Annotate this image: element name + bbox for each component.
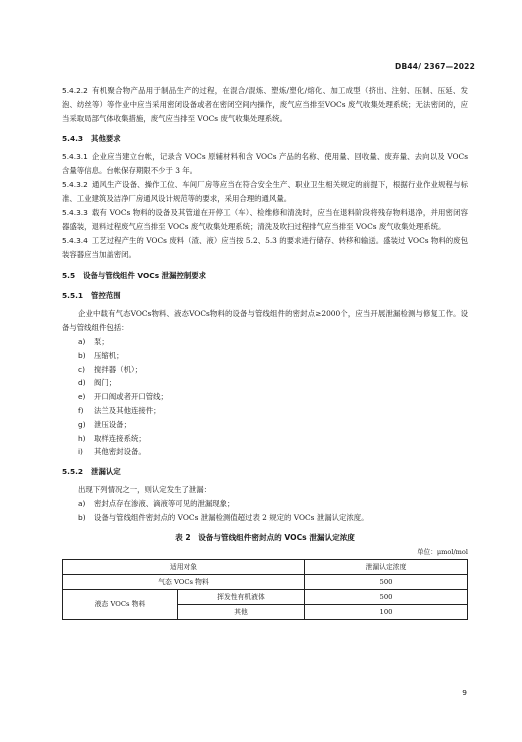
list-marker: a) [78, 499, 86, 509]
cell-gas-value: 500 [305, 574, 468, 589]
table-unit: 单位：μmol/mol [417, 547, 468, 556]
clause-text: 企业应当建立台帐，记录含 VOCs 原辅材料和含 VOCs 产品的名称、使用量、回收量、废弃量、去向以及 VOCs 含量等信息。台帐保存期限不少于 3 年。 [62, 152, 468, 175]
heading-5-5-2 [62, 465, 468, 479]
list-marker: h) [78, 433, 86, 443]
table-header-row [63, 559, 468, 574]
list-item [78, 418, 468, 432]
header-concentration: 泄漏认定浓度 [305, 559, 468, 574]
list-item-text: 其他密封设备。 [94, 447, 146, 457]
list-item [78, 404, 468, 418]
table-row [63, 574, 468, 589]
list-item [78, 497, 468, 511]
list-marker: c) [78, 364, 85, 374]
clause-text: 有机聚合物产品用于制品生产的过程，在混合/混炼、塑炼/塑化/熔化、加工成型（挤出、注射、压制、压延、发泡、纺丝等）等作业中应当采用密闭设备或者在密闭空间内操作，废气应当排至VOCs 废气收集处理系统；无法密闭的，应当采取局部气体收集措施，废气应当排至 VOCs 废气收集处理系统。 [62, 86, 468, 123]
clause-text: 通风生产设备、操作工位、车间厂房等应当在符合安全生产、职业卫生相关规定的前提下，根据行业作业规程与标准、工业建筑及洁净厂房通风设计规范等的要求，采用合理的通风量。 [62, 180, 468, 203]
control-scope-intro: 企业中载有气态VOCs物料、液态VOCs物料的设备与管线组件的密封点≥2000个，应当开展泄漏检测与修复工作。设备与管线组件包括： [62, 309, 468, 332]
list-marker: b) [78, 350, 86, 360]
clause-number: 5.4.3.4 [62, 236, 88, 245]
document-code: DB44/ 2367—2022 [395, 62, 475, 71]
heading-number: 5.5.1 [62, 291, 84, 300]
heading-number: 5.5.2 [62, 467, 84, 477]
list-item [78, 363, 468, 377]
table-caption: 表 2 设备与管线组件密封点的 VOCs 泄漏认定浓度 [175, 532, 355, 542]
heading-number: 5.5 [62, 271, 76, 280]
clause-text: 工艺过程产生的 VOCs 废料（渣、液）应当按 5.2、5.3 的要求进行储存、转移和输送。盛装过 VOCs 物料的废包装容器应当加盖密闭。 [62, 236, 468, 259]
cell-liquid-volatile-label: 挥发性有机液体 [178, 589, 305, 604]
list-item [78, 445, 468, 459]
heading-5-4-3 [62, 132, 468, 146]
clause-5-4-2-2 [62, 84, 468, 126]
clause-text: 载有 VOCs 物料的设备及其管道在开停工（车）、检维修和清洗时，应当在退料阶段将残存物料退净，并用密闭容器盛装，退料过程废气应当排至 VOCs 废气收集处理系统；清洗及吹扫过程排气应当排至 VOCs 废气收集处理系统。 [62, 208, 468, 231]
document-body [62, 84, 468, 620]
clause-number: 5.4.3.2 [62, 180, 88, 189]
list-item-text: 阀门； [94, 378, 117, 388]
cell-liquid-label: 液态 VOCs 物料 [63, 589, 178, 619]
list-marker: i) [78, 447, 83, 457]
list-item-text: 压缩机； [94, 350, 124, 360]
heading-5-5 [62, 269, 468, 283]
list-marker: e) [78, 392, 86, 402]
list-item-text: 法兰及其他连接件； [94, 405, 161, 415]
heading-title: 泄漏认定 [91, 467, 121, 477]
leak-threshold-table [62, 559, 468, 620]
cell-liquid-volatile-value: 500 [305, 589, 468, 604]
cell-liquid-other-value: 100 [305, 604, 468, 619]
component-list [62, 335, 468, 459]
heading-title: 设备与管线组件 VOCs 泄漏控制要求 [83, 271, 207, 280]
clause-number: 5.4.3.1 [62, 152, 88, 161]
list-marker: d) [78, 378, 86, 388]
list-marker: b) [78, 512, 86, 522]
header-object: 适用对象 [63, 559, 305, 574]
clause-5-4-3-3 [62, 206, 468, 234]
heading-title: 其他要求 [91, 134, 121, 143]
cell-liquid-other-label: 其他 [178, 604, 305, 619]
leak-criteria-intro: 出现下列情况之一，则认定发生了泄漏： [78, 485, 212, 495]
list-item-text: 泵； [94, 337, 109, 346]
clause-5-4-3-4 [62, 234, 468, 262]
list-item-text: 设备与管线组件密封点的 VOCs 泄漏检测值超过表 2 规定的 VOCs 泄漏认定浓度。 [94, 512, 369, 522]
cell-gas-label: 气态 VOCs 物料 [63, 574, 305, 589]
list-item [78, 376, 468, 390]
clause-5-4-3-2 [62, 178, 468, 206]
clause-number: 5.4.3.3 [62, 208, 88, 217]
list-marker: a) [78, 337, 86, 346]
list-item [78, 511, 468, 525]
list-item-text: 搅拌器（机）； [94, 364, 143, 374]
leak-criteria-list [62, 497, 468, 525]
heading-5-5-1 [62, 289, 468, 303]
list-item-text: 取样连接系统； [94, 433, 146, 443]
heading-title: 管控范围 [91, 291, 121, 300]
list-marker: f) [78, 405, 84, 415]
list-item [78, 432, 468, 446]
list-item-text: 密封点存在渗液、滴液等可见的泄漏现象； [94, 499, 235, 509]
list-item [78, 335, 468, 349]
list-item-text: 开口阀或者开口管线； [94, 392, 168, 402]
clause-5-4-3-1 [62, 150, 468, 178]
heading-number: 5.4.3 [62, 134, 84, 143]
page-number: 9 [462, 688, 467, 697]
clause-number: 5.4.2.2 [62, 86, 88, 95]
list-marker: g) [78, 419, 86, 429]
list-item-text: 泄压设备； [94, 419, 131, 429]
list-item [78, 349, 468, 363]
table-row [63, 589, 468, 604]
list-item [78, 390, 468, 404]
